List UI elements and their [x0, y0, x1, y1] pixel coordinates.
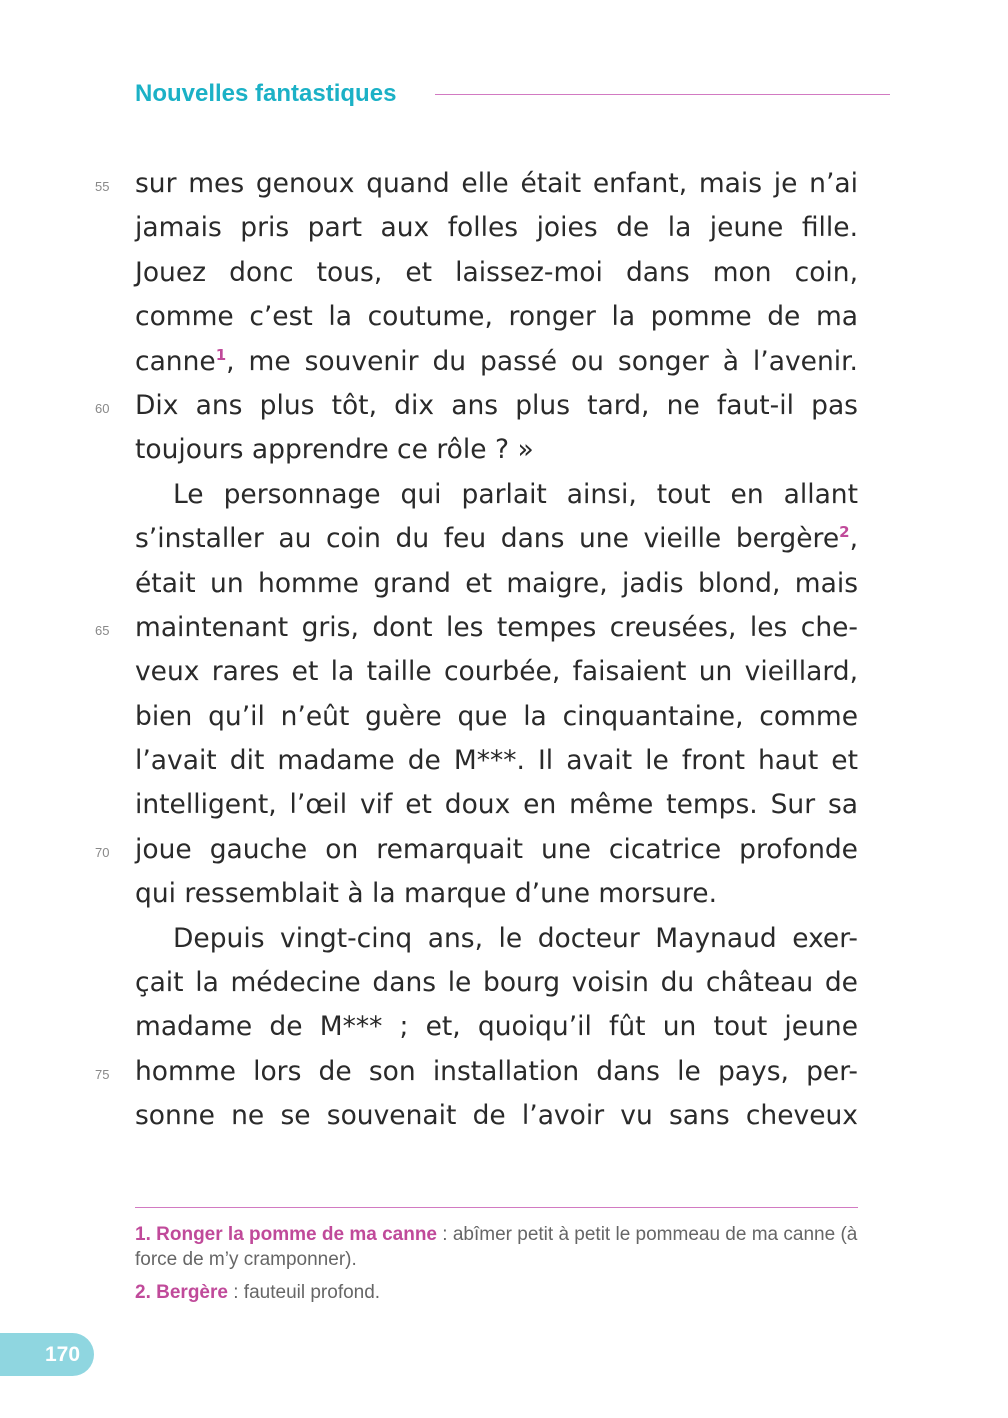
footnote-ref-1[interactable]: 1: [215, 345, 227, 364]
footnote-definition: : abîmer petit à petit le pommeau de ma canne (à force de m’y cramponner).: [135, 1224, 858, 1270]
line-number: 55: [95, 179, 110, 194]
text-line: [0, 783, 1008, 827]
text-line: [0, 739, 1008, 783]
line-text: Depuis vingt-cinq ans, le docteur Maynaud exer-: [173, 922, 858, 954]
footnote-ref-2[interactable]: 2: [839, 523, 850, 542]
line-number: 70: [95, 844, 110, 860]
line-text: intelligent, l’œil vif et doux en même temps. Sur sa: [135, 789, 858, 821]
header-rule: [435, 94, 890, 95]
footnotes: [135, 1222, 858, 1313]
text-line: [0, 162, 1008, 206]
line-text: [135, 340, 858, 384]
footnote-2: [135, 1280, 858, 1305]
line-text: Jouez donc tous, et laissez-moi dans mon coin,: [135, 256, 858, 288]
line-text: joue gauche on remarquait une cicatrice profonde: [135, 833, 858, 865]
line-text: Le personnage qui parlait ainsi, tout en allant: [173, 478, 858, 510]
text-line: [0, 828, 1008, 872]
line-text: çait la médecine dans le bourg voisin du château de: [135, 967, 858, 999]
text-line: [0, 1050, 1008, 1094]
line-text: jamais pris part aux folles joies de la jeune fille.: [135, 212, 858, 244]
line-text: sonne ne se souvenait de l’avoir vu sans cheveux: [135, 1100, 858, 1132]
text-line: [0, 251, 1008, 295]
line-text: Dix ans plus tôt, dix ans plus tard, ne faut-il pas: [135, 389, 858, 421]
book-title: Nouvelles fantastiques: [135, 80, 397, 107]
line-text-part: canne: [135, 345, 216, 377]
text-line: [0, 872, 1008, 916]
line-text: était un homme grand et maigre, jadis blond, mais: [135, 567, 858, 599]
line-number: 60: [95, 400, 110, 416]
line-text: veux rares et la taille courbée, faisaient un vieillard,: [135, 656, 858, 688]
page-number: 170: [45, 1343, 81, 1366]
text-line: [0, 606, 1008, 650]
text-line: [0, 473, 1008, 517]
line-text: comme c’est la coutume, ronger la pomme de ma: [135, 301, 858, 333]
footnote-number: 2.: [135, 1282, 151, 1303]
line-text: [135, 517, 858, 561]
line-text: toujours apprendre ce rôle ? »: [135, 434, 534, 466]
line-text: l’avait dit madame de M***. Il avait le front haut et: [135, 745, 858, 777]
line-text: madame de M*** ; et, quoiqu’il fût un tout jeune: [135, 1011, 858, 1043]
footnote-divider: [135, 1207, 858, 1208]
text-line: [0, 1005, 1008, 1049]
text-line: [0, 428, 1008, 472]
footnote-term: Ronger la pomme de ma canne: [156, 1224, 437, 1245]
text-line: [0, 695, 1008, 739]
line-text: maintenant gris, dont les tempes creusées, les che-: [135, 611, 858, 643]
line-text: homme lors de son installation dans le pays, per-: [135, 1055, 858, 1087]
page-number-tab: [0, 1333, 94, 1376]
text-line: [0, 384, 1008, 428]
footnote-1: [135, 1222, 858, 1272]
line-text: sur mes genoux quand elle était enfant, mais je n’ai: [135, 168, 858, 199]
line-text: bien qu’il n’eût guère que la cinquantaine, comme: [135, 700, 858, 732]
line-text-part: s’installer au coin du feu dans une vieille bergère: [135, 523, 840, 555]
line-text-part: , me souvenir du passé ou songer à l’avenir.: [226, 345, 858, 377]
text-line: [0, 295, 1008, 339]
text-line: [0, 340, 1008, 384]
line-number: 75: [95, 1066, 110, 1082]
text-line: [0, 1094, 1008, 1138]
footnote-number: 1.: [135, 1224, 151, 1245]
footnote-definition: : fauteuil profond.: [227, 1282, 381, 1303]
body-text: [0, 162, 1008, 1139]
text-line: [0, 206, 1008, 250]
text-line: [0, 961, 1008, 1005]
running-header: [135, 78, 890, 110]
line-text-part: ,: [849, 523, 858, 555]
line-text: qui ressemblait à la marque d’une morsure.: [135, 878, 717, 910]
line-number: 65: [95, 622, 110, 638]
text-line: [0, 650, 1008, 694]
text-line: [0, 517, 1008, 561]
text-line: [0, 562, 1008, 606]
footnote-term: Bergère: [156, 1282, 228, 1303]
text-line: [0, 917, 1008, 961]
